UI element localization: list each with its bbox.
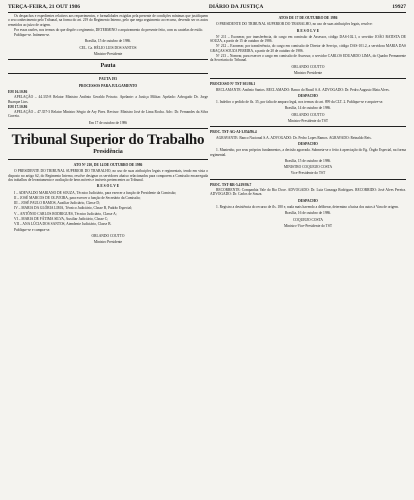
pauta-date-2: EM 17.10.86 [8,104,28,109]
ato-intro: O PRESIDENTE DO TRIBUNAL SUPERIOR DO TRABALHO, no uso de suas atribuições legais, resolve: [216,22,373,27]
pauta-footer: Em 17 de outubro de 1986 [88,120,128,125]
resolve-heading: R E S O L V E [96,184,120,189]
signature: COQUEIJO COSTA [293,217,323,222]
despacho-date: Brasília, 16 de outubro de 1986. [284,211,332,216]
header-date: TERÇA-FEIRA, 21 OUT 1986 [8,4,81,10]
ato-title: ATOS DE 17 DE OUTUBRO DE 1986 [278,16,338,20]
pauta-title: Pauta [100,63,116,70]
list-item: III – JOSÉ PAULO RAMOS, Auxiliar Judiciário, Classe D; [14,201,100,206]
process-title: PROC. TST-AG-AI-3.854/86.4 [210,130,257,135]
header-publication: DIÁRIO DA JUSTIÇA [208,4,264,10]
intro-signature: CEL. Ca. HÉLIO LUIS DOS SANTOS [79,45,137,50]
process-body: RECLAMANTE: Antônio Santos. RECLAMADO: Banco do Brasil S.A. ADVOGADO: Dr. Pedro Augusto Mata Alves. [216,87,390,92]
signature-role: Ministro-Presidente do TST [287,119,329,124]
divider [210,78,406,79]
despacho-body: 1. Indefiro o pedido de fls. 35, por falta de amparo legal, nos termos do art. 899 da CLT. 2. Publique-se e arquive-se. [216,100,384,105]
list-item: VII – ANA LÚCIA DOS SANTOS, Atendente Judiciário, Classe B. [14,222,112,227]
closing-text: Publique-se e cumpra-se. [14,227,51,232]
signature-role: Ministro-Vice-Presidente do TST [283,223,333,228]
list-item: VI – MARIA DE FÁTIMA SILVA, Auxiliar Judiciário, Classe C; [14,217,109,222]
signature: ORLANDO COUTTO [291,64,325,69]
header-page-number: 19927 [392,4,406,10]
divider [8,128,208,129]
ato-title: ATO Nº 210, DE 14 DE OUTUBRO DE 1986 [73,163,143,168]
list-item: IV – MARIA DA GLÓRIA LIMA, Técnico Judiciário, Classe B, Padrão Especial; [14,206,133,211]
intro-signature-role: Ministro-Presidente [93,52,123,57]
section-subtitle: Presidência [93,149,123,156]
divider [210,179,406,180]
divider [210,126,406,127]
despacho-date: Brasília, 14 de outubro de 1986. [284,106,332,111]
divider [8,59,208,60]
process-title: PROC. TST-RR-5.419/86.7 [210,182,252,187]
pauta-subtitle: PROCESSOS PARA JULGAMENTO [78,83,138,88]
intro-paragraph-3: Publique-se. Intimem-se. [14,33,51,38]
process-title: PROCESSO Nº TST-301/86.1 [210,82,256,87]
divider [8,73,208,74]
left-column [8,14,208,494]
despacho-date: Brasília, 15 de outubro de 1986. [284,158,332,163]
list-item: V – ANTÔNIO CARLOS RODRIGUES, Técnico Judiciário, Classe A; [14,211,117,216]
page-header [8,4,406,13]
section-title: Tribunal Superior do Trabalho [11,132,205,149]
list-item: Nº 211 – Exonerar, por transferência, do cargo em comissão de Assessor, código DAS-102.1, o servidor JOÃO BATISTA DE SOUZA, a partir de 15 de outubro de 1986. [210,34,406,44]
pauta-item-2: APELAÇÃO – 47.357-3 Relator Ministro Sérgio de Ary Pires. Revisor: Ministro José de Lima Rocha. Adv.: Dr. Fernandes da Silva Correia. [8,110,208,119]
list-item: Nº 213 – Nomear, para exercer o cargo em comissão de Assessor, o servidor CARLOS EDUARDO LIMA, do Quadro Permanente da Secretaria do Tribunal. [210,54,406,63]
despacho-body: 1. Mantenho, por seus próprios fundamentos, a decisão agravada. Submeta-se o feito à apreciação do Eg. Órgão Especial, na forma regimental. [210,148,406,157]
pauta-number: PAUTA 193 [99,77,117,82]
process-body: RECORRENTE: Companhia Vale do Rio Doce. ADVOGADO: Dr. Luiz Gonzaga Rodrigues. RECORRIDO: José Alves Pereira. ADVOGADO: Dr. Carlos de Souza. [210,188,406,197]
resolve-heading: R E S O L V E [296,28,320,33]
list-item: I – ADEVALDO MARIANO DE SOUZA, Técnico Judiciário, para exercer a função de Presidente da Comissão; [14,190,177,195]
signature-role: Vice-Presidente do TST [290,171,326,176]
list-item: Nº 212 – Exonerar, por transferência, do cargo em comissão de Diretor de Serviço, código DAS-101.2, a servidora MARIA DAS GRAÇAS SOUZA PEREIRA, a partir de 20 de outubro de 1986. [210,44,406,53]
despacho-heading: DESPACHO [298,93,318,98]
closing-signature: ORLANDO COUTTO [91,233,125,238]
signature: ORLANDO COUTTO [291,112,325,117]
intro-date: Brasília, 15 de outubro de 1986. [84,39,132,44]
pauta-date-1: EM 16.10.86 [8,89,28,94]
ato-body: O PRESIDENTE DO TRIBUNAL SUPERIOR DO TRABALHO, no uso de suas atribuições legais e regimentais, tendo em vista o disposto no artigo 62, do Regimento Interno, resolve designar os servidores abaixo relacionados para comporem a Comissão encarregada dos trabalhos de levantamento e avaliação de bens móveis e imóveis pertencentes ao Tribunal. [8,169,208,182]
intro-paragraph-1: Os despachos e expedientes relativos aos requerimentos, e formalidades exigidas pela presente de condições mínimas que justifiquem o seu conhecimento pelo Tribunal, na forma do art. 219 do Regimento Interno, pelo que nega seguimento ao recurso, devendo ser os autos remetidos ao juízo de origem. [8,14,208,27]
despacho-heading: DESPACHO [298,198,318,203]
closing-signature-role: Ministro Presidente [93,240,123,245]
process-body: AGRAVANTE: Banco Nacional S.A. ADVOGADO: Dr. Pedro Lopes Ramos. AGRAVADO: Reinaldo Reis. [216,135,372,140]
list-item: II – JOSÉ MARCOS DE OLIVEIRA, para exercer a função de Secretário da Comissão; [14,195,141,200]
pauta-item-1: APELAÇÃO – 44.335-8 Relator Ministro Antônio Geraldo Peixoto. Apelante: a Justiça Militar. Apelado: Advogado Dr. Jorge Buarque Lins. [8,95,208,104]
signature: MINISTRO COQUEIJO COSTA [283,165,333,170]
intro-paragraph-2: Por essas razões, nos termos do que dispõe o regimento, DETERMINO o arquivamento do presente feito, com as cautelas de estilo. [14,27,204,32]
despacho-body: 1. Registro a desistência do recurso de fls. 180 e, nada mais havendo a deliberar, determino a baixa dos autos à Vara de origem. [216,204,399,209]
signature-role: Ministro Presidente [293,70,323,75]
right-column [210,14,406,494]
despacho-heading: DESPACHO [298,141,318,146]
divider [8,159,208,160]
